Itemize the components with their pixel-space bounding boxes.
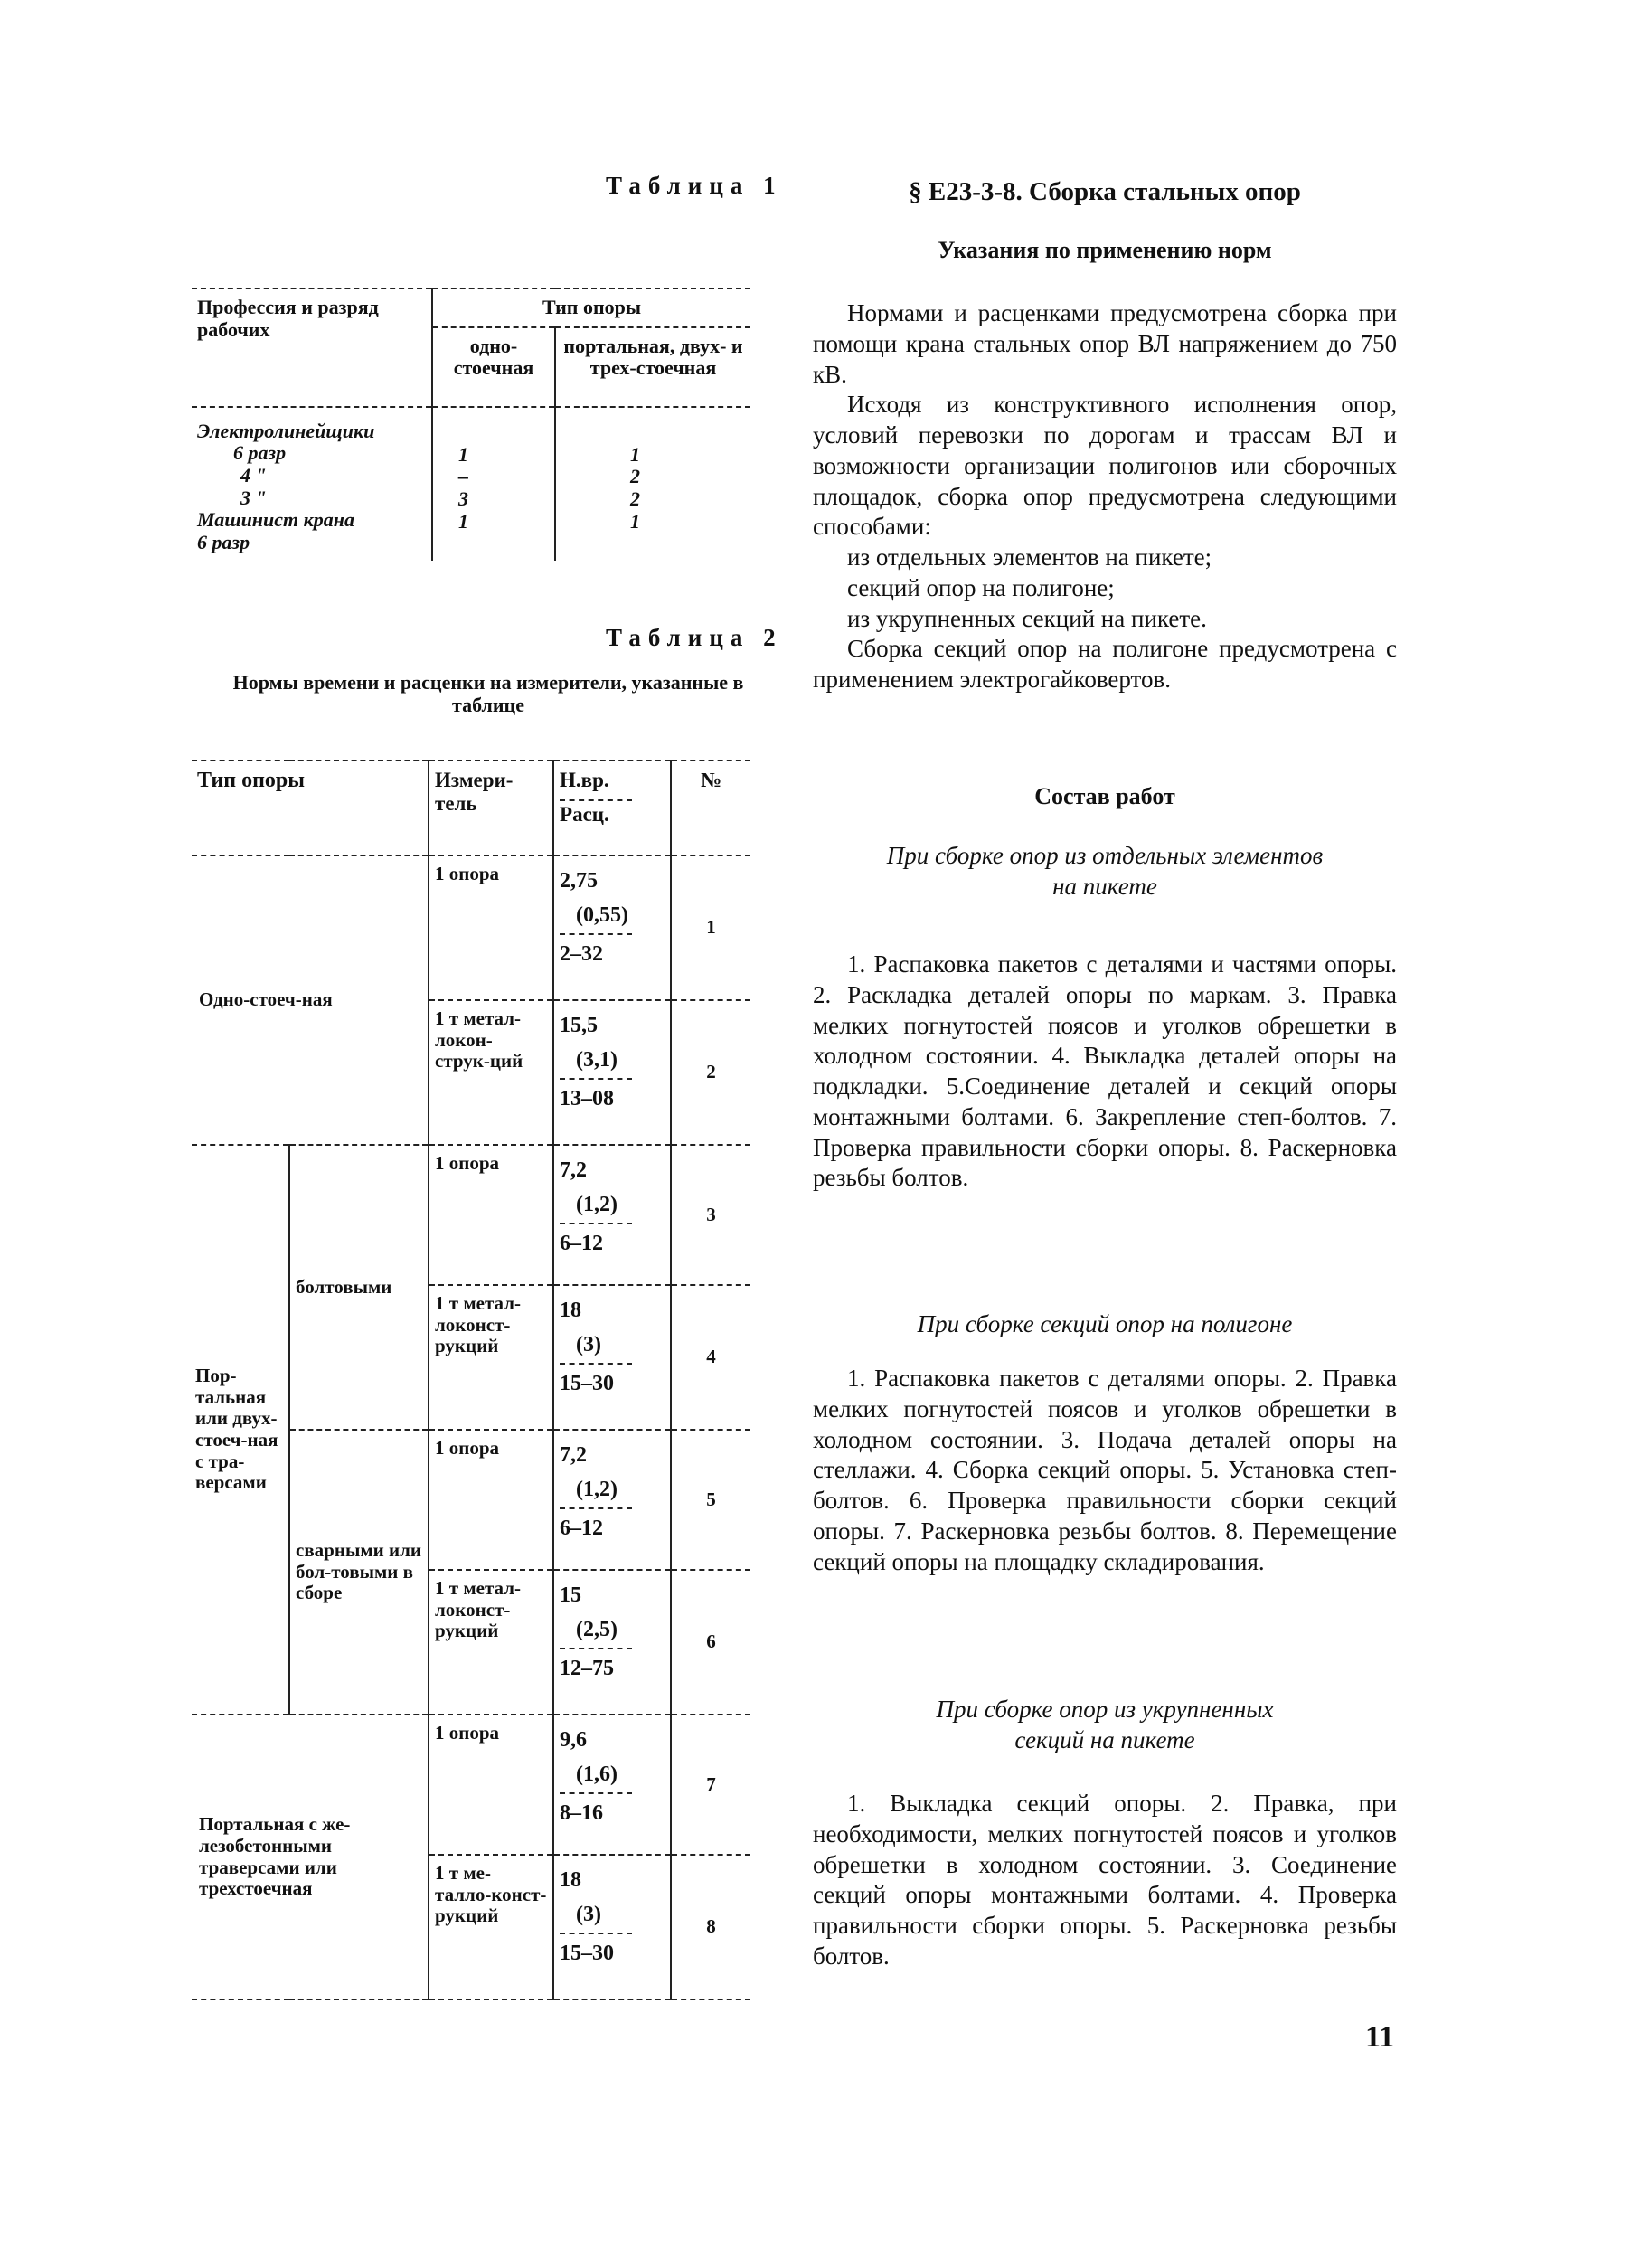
table1-head-single: одно-стоечная	[432, 327, 555, 407]
table2-r7-price: 8–16	[560, 1792, 632, 1830]
guidance-text	[813, 298, 1397, 695]
table1-single-v2: –	[458, 465, 468, 488]
table2-r6-meter: 1 т метал-локонст-рукций	[429, 1570, 553, 1715]
table2-r2-paren: (3,1)	[576, 1048, 618, 1073]
table2-r4-price: 15–30	[560, 1363, 632, 1401]
table2-r5-paren: (1,2)	[576, 1478, 618, 1502]
table2-r6-values	[553, 1570, 671, 1715]
table2-r8-no: 8	[671, 1855, 750, 1999]
table2-head-type: Тип опоры	[192, 761, 429, 855]
sub2-title: При сборке секций опор на полигоне	[917, 1310, 1293, 1337]
table2-r8-paren: (3)	[576, 1903, 601, 1927]
method-3: из укрупненных секций на пикете.	[847, 604, 1207, 632]
table2-head-no: №	[700, 769, 722, 791]
table2-head-price: Расц.	[560, 799, 632, 827]
table2-r8-price: 15–30	[560, 1933, 632, 1970]
table2-r8-norm: 18	[560, 1868, 582, 1892]
table1-labels	[192, 407, 432, 562]
table1-head-portal: портальная, двух- и трех-стоечная	[563, 334, 743, 380]
composition-title: Состав работ	[1034, 783, 1175, 809]
table1-row4-label: 6 разр	[197, 530, 250, 553]
para-1: Нормами и расценками предусмотрена сборка при помощи крана стальных опор ВЛ напряжением до 750 кВ.	[813, 299, 1397, 388]
table2-r2-norm: 15,5	[560, 1014, 599, 1037]
table2-r1-no: 1	[671, 855, 750, 1000]
table1-portal-v3: 2	[630, 487, 640, 510]
table2-r4-norm: 18	[560, 1299, 582, 1322]
table2-r7-no: 7	[671, 1715, 750, 1855]
table2-r1-values	[553, 855, 671, 1000]
table2-head-norm-price	[553, 761, 671, 855]
table2-r2-price: 13–08	[560, 1078, 632, 1116]
table2-type-portal: Пор-тальная или двух-стоеч-ная с тра-версами	[192, 1145, 289, 1715]
table1-portal-v2: 2	[630, 465, 640, 488]
table1-single-values	[432, 407, 555, 562]
table2-r8-values	[553, 1855, 671, 1999]
table2-r7-values	[553, 1715, 671, 1855]
table2-sub-welded: сварными или бол-товыми в сборе	[289, 1430, 429, 1715]
table2-type-single: Одно-стоеч-ная	[192, 855, 429, 1145]
table2-r5-norm: 7,2	[560, 1443, 588, 1467]
table2-r3-meter: 1 опора	[429, 1145, 553, 1285]
table2-r1-norm: 2,75	[560, 869, 599, 893]
table1-single-v4: 1	[458, 509, 468, 533]
table2-r3-values	[553, 1145, 671, 1285]
table2-r5-no: 5	[671, 1430, 750, 1570]
table2-r5-price: 6–12	[560, 1507, 632, 1545]
table2-r1-paren: (0,55)	[576, 903, 628, 928]
table2-r1-meter: 1 опора	[429, 855, 553, 1000]
method-1: из отдельных элементов на пикете;	[847, 543, 1212, 571]
sub1-text: 1. Распаковка пакетов с деталями и частями опоры. 2. Раскладка деталей опоры по маркам. 3. Правка мелких погнутостей поясов и уголков обрешетки в холодном состоянии. 4. Выкладка деталей опоры на подкладки. 5.Соединение деталей и секций опоры монтажными болтами. 6. Закрепление степ-болтов. 7. Проверка правильности сборки опоры. 8. Раскерновка резьбы болтов.	[813, 950, 1397, 1192]
table1-group2-title: Машинист крана	[197, 508, 355, 532]
para-2: Исходя из конструктивного исполнения опор, условий перевозки по дорогам и трассам ВЛ и возможности организации полигонов или сборочных площадок, сборка опор предусмотрена следующими способами:	[813, 391, 1397, 541]
table2-r6-norm: 15	[560, 1583, 582, 1607]
table2-r3-norm: 7,2	[560, 1158, 588, 1182]
guidance-title: Указания по применению норм	[938, 237, 1272, 263]
table2-caption: Таблица 2	[606, 624, 783, 651]
table1-portal-v4: 1	[630, 509, 640, 533]
table2-r8-meter: 1 т ме-талло-конст-рукций	[429, 1855, 553, 1999]
table1-portal-values	[555, 407, 750, 562]
table2-r2-no: 2	[671, 1000, 750, 1145]
table1-single-v1: 1	[458, 442, 468, 466]
table1-row3-label: 3 "	[240, 486, 267, 509]
sub3-text: 1. Выкладка секций опоры. 2. Правка, при необходимости, мелких погнутостей поясов и уголков обрешетки в холодном состоянии. 3. Соединение секций опоры монтажными болтами. 4. Проверка правильности сборки опоры. 5. Раскерновка резьбы болтов.	[813, 1790, 1397, 1970]
table2-r5-values	[553, 1430, 671, 1570]
table2-r3-price: 6–12	[560, 1223, 632, 1261]
table2-r5-meter: 1 опора	[429, 1430, 553, 1570]
table1-row1-label: 6 разр	[233, 441, 287, 465]
table2-r7-meter: 1 опора	[429, 1715, 553, 1855]
sub2-text-block	[813, 1364, 1397, 1577]
table2-r6-price: 12–75	[560, 1648, 632, 1686]
sub2-text: 1. Распаковка пакетов с деталями опоры. 2. Правка мелких погнутостей поясов и уголков обрешетки в холодном состоянии. 3. Подача деталей опоры на стеллажи. 4. Сборка секций опоры. 5. Установка степ-болтов. 6. Проверка правильности сборки секций опоры. 7. Раскерновка резьбы болтов. 8. Перемещение секций опоры на площадку складирования.	[813, 1365, 1397, 1575]
page-number: 11	[1365, 2020, 1395, 2054]
table2-head-norm: Н.вр.	[560, 769, 609, 791]
table1-portal-v1: 1	[630, 442, 640, 466]
table2-r2-values	[553, 1000, 671, 1145]
table2-r3-paren: (1,2)	[576, 1193, 618, 1217]
table2-sub-bolted: болтовыми	[289, 1145, 429, 1430]
table2-r6-paren: (2,5)	[576, 1618, 618, 1642]
para-3: Сборка секций опор на полигоне предусмотрена с применением электрогайковертов.	[813, 635, 1397, 693]
table2-r7-norm: 9,6	[560, 1728, 588, 1752]
table2-r4-paren: (3)	[576, 1333, 601, 1357]
table2-r3-no: 3	[671, 1145, 750, 1285]
table2	[192, 760, 750, 2000]
table1-caption: Таблица 1	[606, 172, 783, 199]
table2-title: Нормы времени и расценки на измерители, указанные в таблице	[232, 671, 744, 717]
table1	[192, 288, 750, 561]
table2-type-concrete: Портальная с же-лезобетонными траверсами или трехстоечная	[192, 1715, 429, 1999]
table1-row2-label: 4 "	[240, 463, 267, 487]
table2-r4-meter: 1 т метал-локонст-рукций	[429, 1285, 553, 1430]
table1-head-type: Тип опоры	[432, 288, 750, 327]
sub3-title: При сборке опор из укрупненных секций на пикете	[936, 1696, 1274, 1753]
sub1-title: При сборке опор из отдельных элементов на пикете	[886, 842, 1324, 900]
method-2: секций опор на полигоне;	[847, 573, 1115, 601]
table2-r1-price: 2–32	[560, 933, 632, 971]
table1-head-profession: Профессия и разряд рабочих	[192, 288, 432, 407]
section-title: § Е23-3-8. Сборка стальных опор	[909, 177, 1301, 206]
table2-r4-no: 4	[671, 1285, 750, 1430]
table2-r7-paren: (1,6)	[576, 1762, 618, 1787]
table2-r6-no: 6	[671, 1570, 750, 1715]
sub3-text-block	[813, 1789, 1397, 1972]
table2-head-meter: Измери-тель	[429, 761, 553, 855]
table2-r4-values	[553, 1285, 671, 1430]
sub1-text-block	[813, 950, 1397, 1194]
table1-group1-title: Электролинейщики	[197, 419, 375, 442]
table2-r2-meter: 1 т метал-локон-струк-ций	[429, 1000, 553, 1145]
table1-single-v3: 3	[458, 487, 468, 510]
